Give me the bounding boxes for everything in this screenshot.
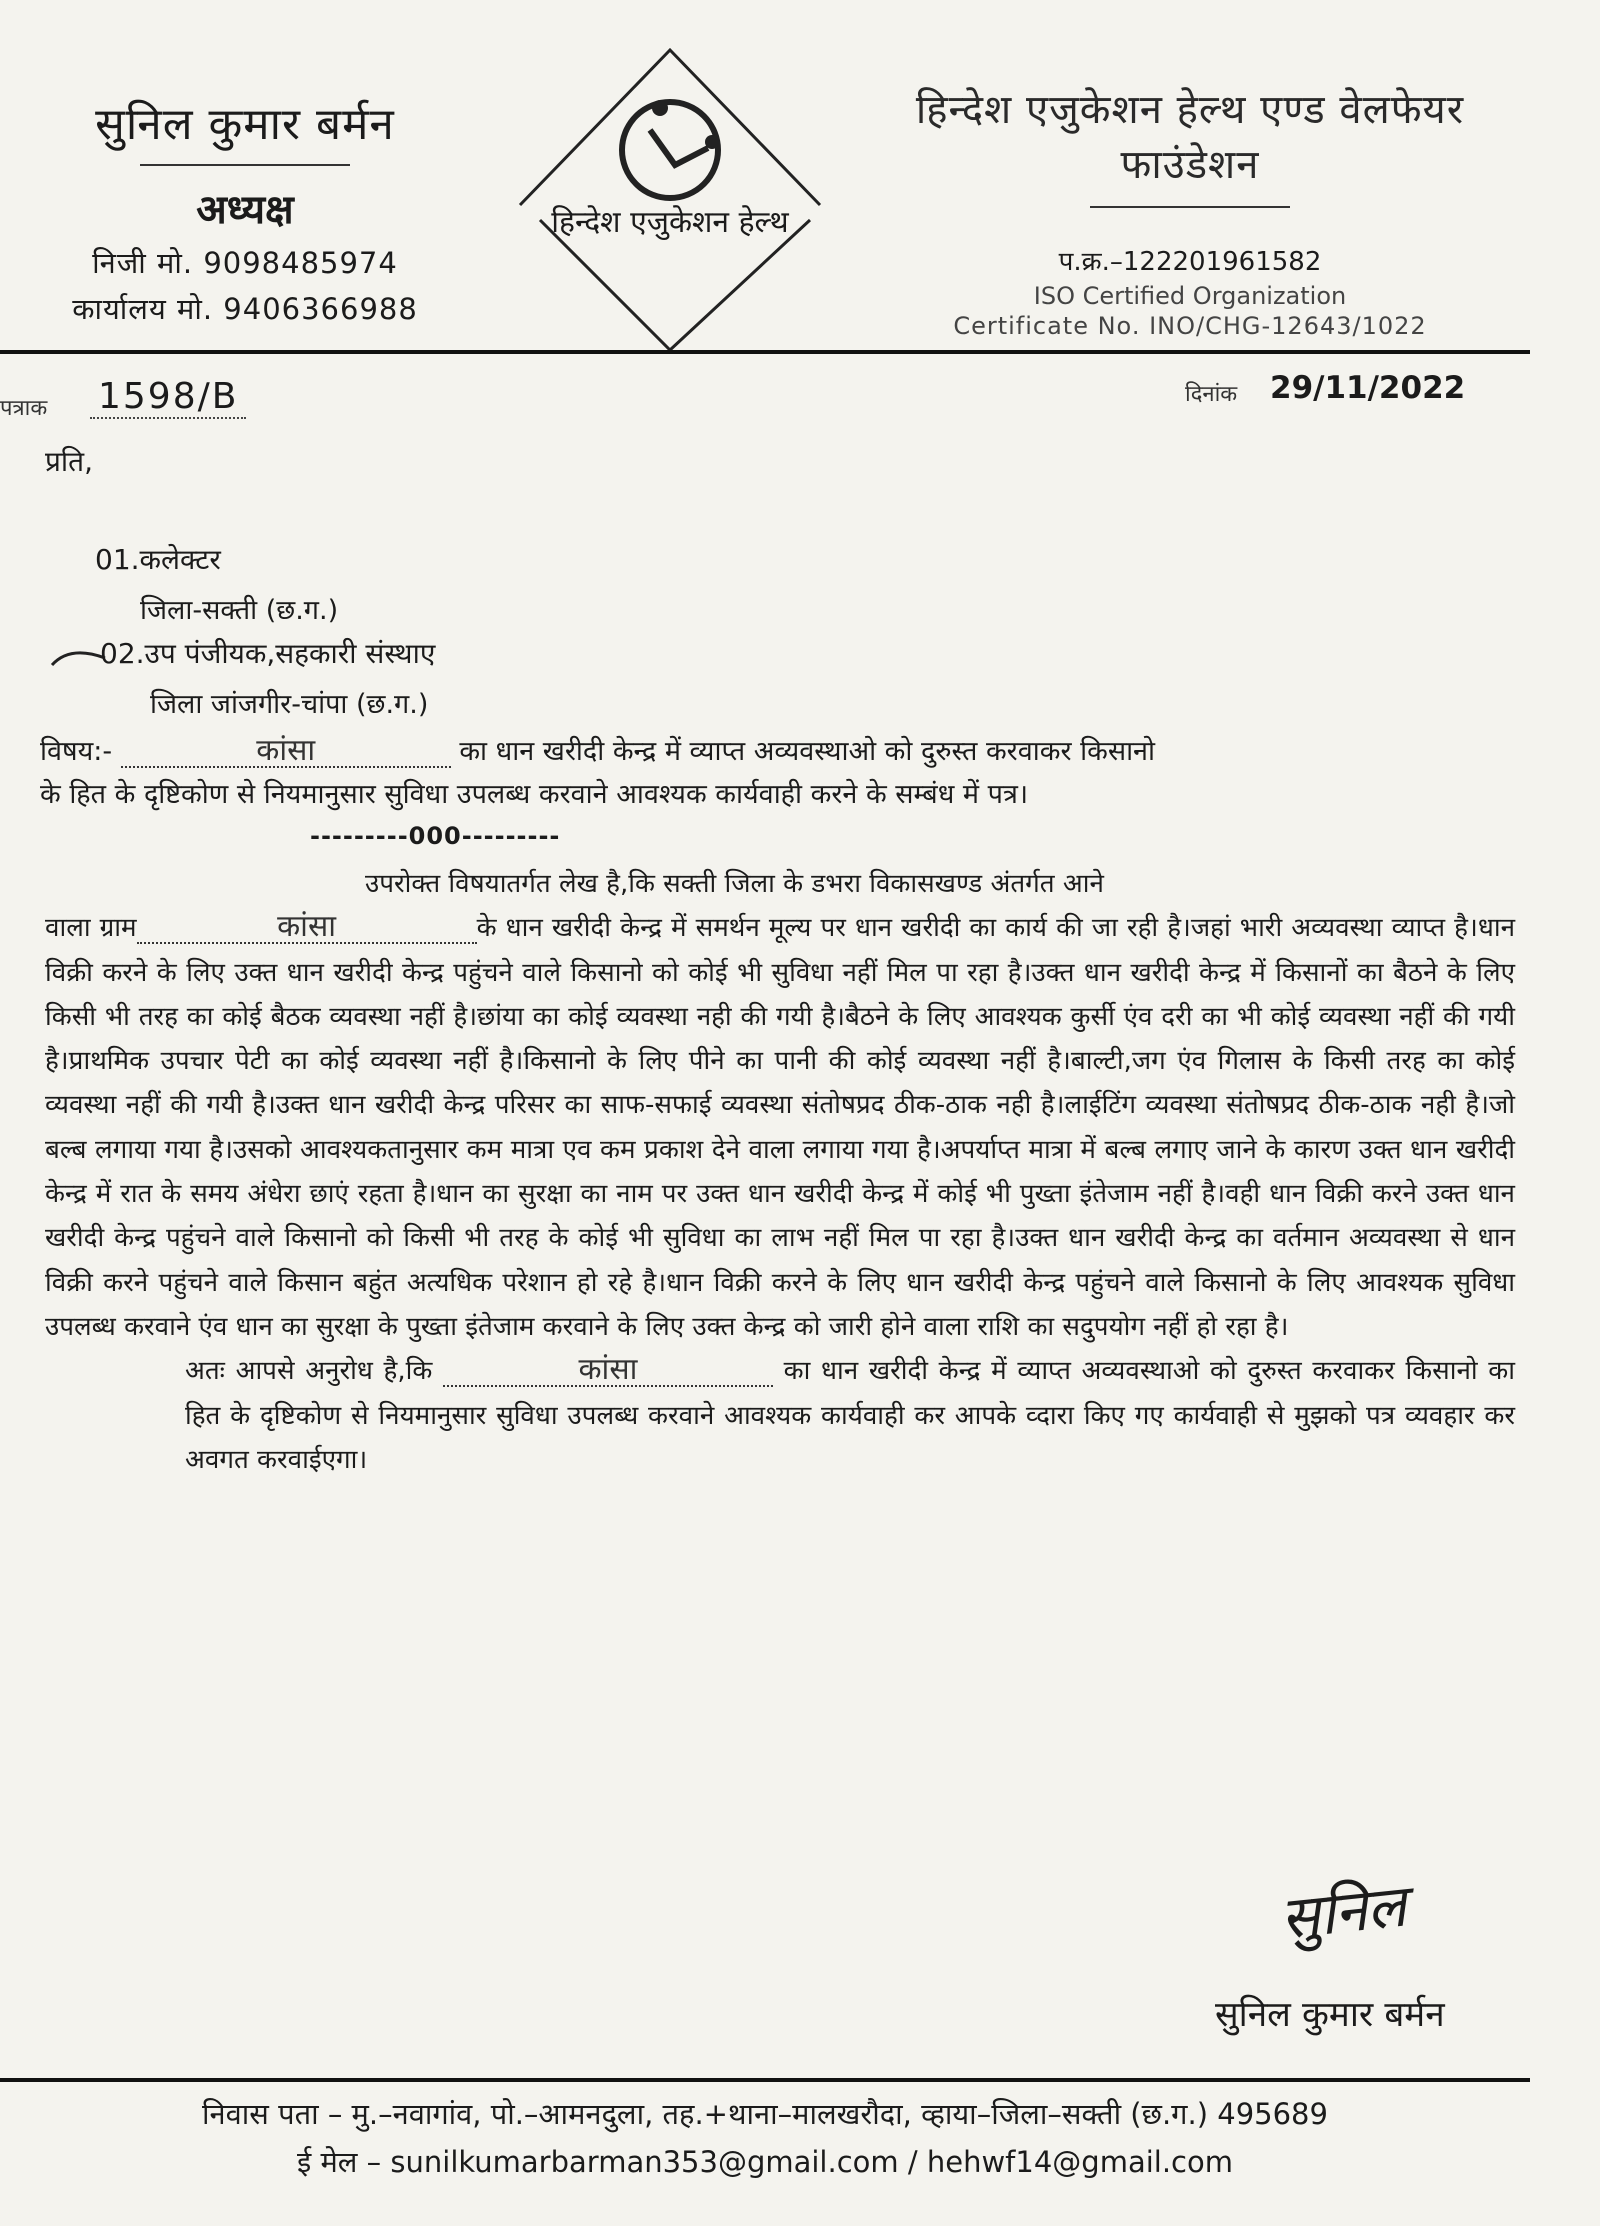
subject-line1: का धान खरीदी केन्द्र में व्याप्त अव्यवस्थाओ को दुरुस्त करवाकर किसानो <box>459 736 1156 767</box>
logo-caption: हिन्देश एजुकेशन हेल्थ <box>551 205 789 240</box>
letter-body <box>45 862 1515 1482</box>
paragraph-1-text: के धान खरीदी केन्द्र में समर्थन मूल्य पर धान खरीदी का कार्य की जा रही है।जहां भारी अव्यवस्था व्याप्त है।धान विक्री करने के लिए उक्त धान खरीदी केन्द्र पहुंचने वाले किसानो को कोई भी सुविधा नहीं मिल पा रहा है।उक्त धान खरीदी केन्द्र में किसानों का बैठने के लिए किसी भी तरह का कोई बैठक व्यवस्था नहीं है।छांया का कोई व्यवस्था नही की गयी है।बैठने के लिए आवश्यक कुर्सी एंव दरी का भी कोई व्यवस्था नहीं की गयी है।प्राथमिक उपचार पेटी का कोई व्यवस्था नहीं है।किसानो के लिए पीने का पानी की कोई व्यवस्था नहीं है।बाल्टी,जग एंव गिलास के किसी तरह का कोई व्यवस्था नहीं की गयी है।उक्त धान खरीदी केन्द्र परिसर का साफ-सफाई व्यवस्था संतोषप्रद ठीक-ठाक नही है।लाईटिंग व्यवस्था संतोषप्रद ठीक-ठाक नही है।जो बल्ब लगाया गया है।उसको आवश्यकतानुसार कम मात्रा एव कम प्रकाश देने वाला लगाया गया है।अपर्याप्त मात्रा में बल्ब लगाए जाने के कारण उक्त धान खरीदी केन्द्र में रात के समय अंधेरा छाएं रहता है।धान का सुरक्षा का नाम पर उक्त धान खरीदी केन्द्र में कोई भी पुख्ता इंतेजाम नहीं है।वही धान विक्री करने उक्त धान खरीदी केन्द्र पहुंचने वाले किसानो को किसी भी तरह के कोई भी सुविधा का लाभ नहीं मिल पा रहा है।उक्त धान खरीदी केन्द्र का वर्तमान अव्यवस्था से धान विक्री करने पहुंचने वाले किसान बहुंत अत्यधिक परेशान हो रहे है।धान विक्री करने के लिए धान खरीदी केन्द्र पहुंचने वाले किसानो के लिए आवश्यक सुविधा उपलब्ध करवाने एंव धान का सुरक्षा के पुख्ता इंतेजाम करवाने के लिए उक्त केन्द्र को जारी होने वाला राशि का सदुपयोग नहीं हो रहा है। <box>45 913 1515 1342</box>
recipient-2-district: जिला जांजगीर-चांपा (छ.ग.) <box>150 689 429 720</box>
salutation: प्रति, <box>45 445 94 478</box>
paragraph-2-opening: अतः आपसे अनुरोध है,कि <box>185 1356 433 1387</box>
paragraph-2-village: कांसा <box>443 1355 773 1387</box>
reference-label: पत्राक <box>0 396 48 421</box>
letterhead-right <box>860 80 1520 340</box>
footer-rule <box>0 2078 1530 2082</box>
subject-village: कांसा <box>121 736 451 768</box>
certificate-number: Certificate No. INO/CHG-12643/1022 <box>953 312 1427 340</box>
letterhead-left <box>25 92 465 328</box>
section-separator: ---------000--------- <box>310 822 561 850</box>
organization-name: हिन्देश एजुकेशन हेल्थ एण्ड वेलफेयर फाउंडेशन <box>915 87 1465 188</box>
subject-line2: के हित के दृष्टिकोण से नियमानुसार सुविधा उपलब्ध करवाने आवश्यक कार्यवाही करने के सम्बंध में पत्र। <box>40 779 1029 810</box>
email-addresses: ई मेल – sunilkumarbarman353@gmail.com / hehwf14@gmail.com <box>297 2145 1233 2179</box>
recipient-1-title: 01.कलेक्टर <box>95 543 221 576</box>
recipient-2-title: 02.उप पंजीयक,सहकारी संस्थाए <box>100 637 436 670</box>
personal-phone: निजी मो. 9098485974 <box>92 246 398 280</box>
paragraph-1-opening: उपरोक्त विषयातर्गत लेख है,कि सक्ती जिला के डभरा विकासखण्ड अंतर्गत आने <box>365 869 1104 899</box>
handwritten-signature: सुनिल <box>1277 1871 1410 1953</box>
paragraph-2 <box>45 1349 1515 1482</box>
registration-number: प.क्र.–122201961582 <box>1058 247 1322 277</box>
date-label: दिनांक <box>1185 382 1238 407</box>
footer <box>0 2090 1530 2186</box>
divider <box>140 164 350 166</box>
divider <box>1090 206 1290 208</box>
paragraph-1-village: कांसा <box>137 912 477 944</box>
iso-certification: ISO Certified Organization <box>1033 282 1347 310</box>
recipient-1-district: जिला-सक्ती (छ.ग.) <box>140 595 339 626</box>
paragraph-1 <box>45 906 1515 1349</box>
reference-number: 1598/B <box>90 376 246 419</box>
signatory-name: सुनिल कुमार बर्मन <box>1215 1995 1445 2035</box>
office-phone: कार्यालय मो. 9406366988 <box>72 292 418 327</box>
paragraph-1-village-prefix: वाला ग्राम <box>45 913 137 944</box>
letter-date: 29/11/2022 <box>1270 370 1466 406</box>
header-rule <box>0 350 1530 354</box>
president-title: अध्यक्ष <box>196 187 294 233</box>
organization-logo <box>480 30 860 360</box>
subject <box>40 730 1530 816</box>
residential-address: निवास पता – मु.–नवागांव, पो.–आमनदुला, तह.+थाना–मालखरौदा, व्हाया–जिला–सक्ती (छ.ग.) 495689 <box>202 2097 1328 2131</box>
paragraph-2-text: का धान खरीदी केन्द्र में व्याप्त अव्यवस्थाओ को दुरुस्त करवाकर किसानो का हित के दृष्टिकोण से नियमानुसार सुविधा उपलब्ध करवाने आवश्यक कार्यवाही कर आपके व्दारा किए गए कार्यवाही से मुझको पत्र व्यवहार कर अवगत करवाईएगा। <box>185 1356 1515 1475</box>
president-name: सुनिल कुमार बर्मन <box>95 99 395 150</box>
subject-label: विषय:- <box>40 736 113 767</box>
